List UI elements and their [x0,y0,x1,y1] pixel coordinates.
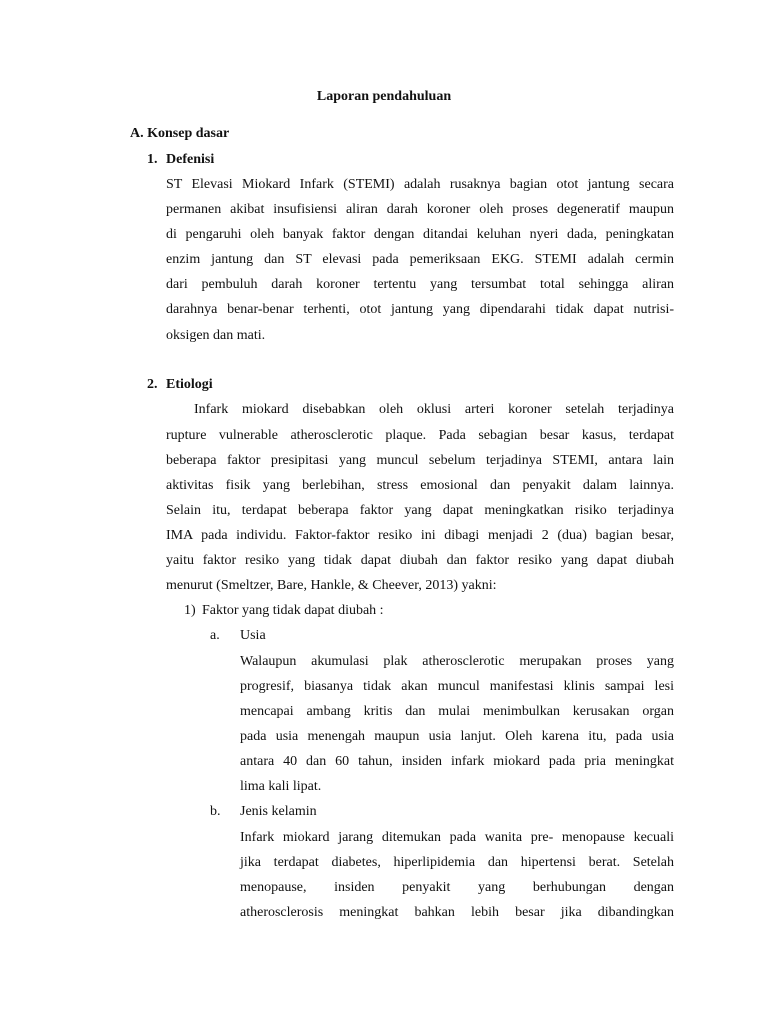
paragraph-line: yaitu faktor resiko yang tidak dapat diubah dan faktor resiko yang dapat diubah [166,553,674,568]
paragraph-line: Infark miokard jarang ditemukan pada wanita pre- menopause kecuali [240,830,674,845]
paragraph-line: jika terdapat diabetes, hiperlipidemia dan hipertensi berat. Setelah [240,855,674,870]
paragraph-line: Selain itu, terdapat beberapa faktor yang dapat meningkatkan risiko terjadinya [166,503,674,518]
paragraph-line: pada usia menengah maupun usia lanjut. Oleh karena itu, pada usia [240,729,674,744]
paragraph-line: dari pembuluh darah koroner tertentu yang tersumbat total sehingga aliran [166,277,674,292]
sub-list-heading: Faktor yang tidak dapat diubah : [202,603,384,618]
paragraph-line: permanen akibat insufisiensi aliran darah koroner oleh proses degeneratif maupun [166,202,674,217]
paragraph-line: Infark miokard disebabkan oleh oklusi arteri koroner setelah terjadinya [194,402,674,417]
paragraph-line: lima kali lipat. [240,779,322,794]
paragraph-line: antara 40 dan 60 tahun, insiden infark miokard pada pria meningkat [240,754,674,769]
sub-item-heading: Jenis kelamin [240,804,317,819]
paragraph-line: menurut (Smeltzer, Bare, Hankle, & Cheever, 2013) yakni: [166,578,497,593]
paragraph-line: di pengaruhi oleh banyak faktor dengan ditandai keluhan nyeri dada, peningkatan [166,227,674,242]
paragraph-line: IMA pada individu. Faktor-faktor resiko ini dibagi menjadi 2 (dua) bagian besar, [166,528,674,543]
item1-number: 1. [147,152,158,167]
paragraph-line: Walaupun akumulasi plak atherosclerotic merupakan proses yang [240,654,674,669]
item2-number: 2. [147,377,158,392]
paragraph-line: beberapa faktor presipitasi yang muncul sebelum terjadinya STEMI, antara lain [166,453,674,468]
paragraph-line: ST Elevasi Miokard Infark (STEMI) adalah rusaknya bagian otot jantung secara [166,177,674,192]
paragraph-line: aktivitas fisik yang berlebihan, stress emosional dan penyakit dalam lainnya. [166,478,674,493]
paragraph-line: rupture vulnerable atherosclerotic plaque. Pada sebagian besar kasus, terdapat [166,428,674,443]
paragraph-line: darahnya benar-benar terhenti, otot jantung yang dipendarahi tidak dapat nutrisi- [166,302,674,317]
sub-item-heading: Usia [240,628,266,643]
sub-list-number: 1) [184,603,196,618]
paragraph-line: mencapai ambang kritis dan mulai menimbulkan kerusakan organ [240,704,674,719]
paragraph-line: enzim jantung dan ST elevasi pada pemeriksaan EKG. STEMI adalah cermin [166,252,674,267]
document-title: Laporan pendahuluan [316,89,452,104]
item1-heading: Defenisi [166,152,215,167]
sub-item-letter: b. [210,804,221,819]
paragraph-line: atherosclerosis meningkat bahkan lebih besar jika dibandingkan [240,905,674,920]
paragraph-line: oksigen dan mati. [166,328,266,343]
item2-heading: Etiologi [166,377,213,392]
sub-item-letter: a. [210,628,220,643]
section-heading-a: A. Konsep dasar [130,126,230,141]
paragraph-line: menopause, insiden penyakit yang berhubungan dengan [240,880,674,895]
paragraph-line: progresif, biasanya tidak akan muncul manifestasi klinis sampai lesi [240,679,674,694]
